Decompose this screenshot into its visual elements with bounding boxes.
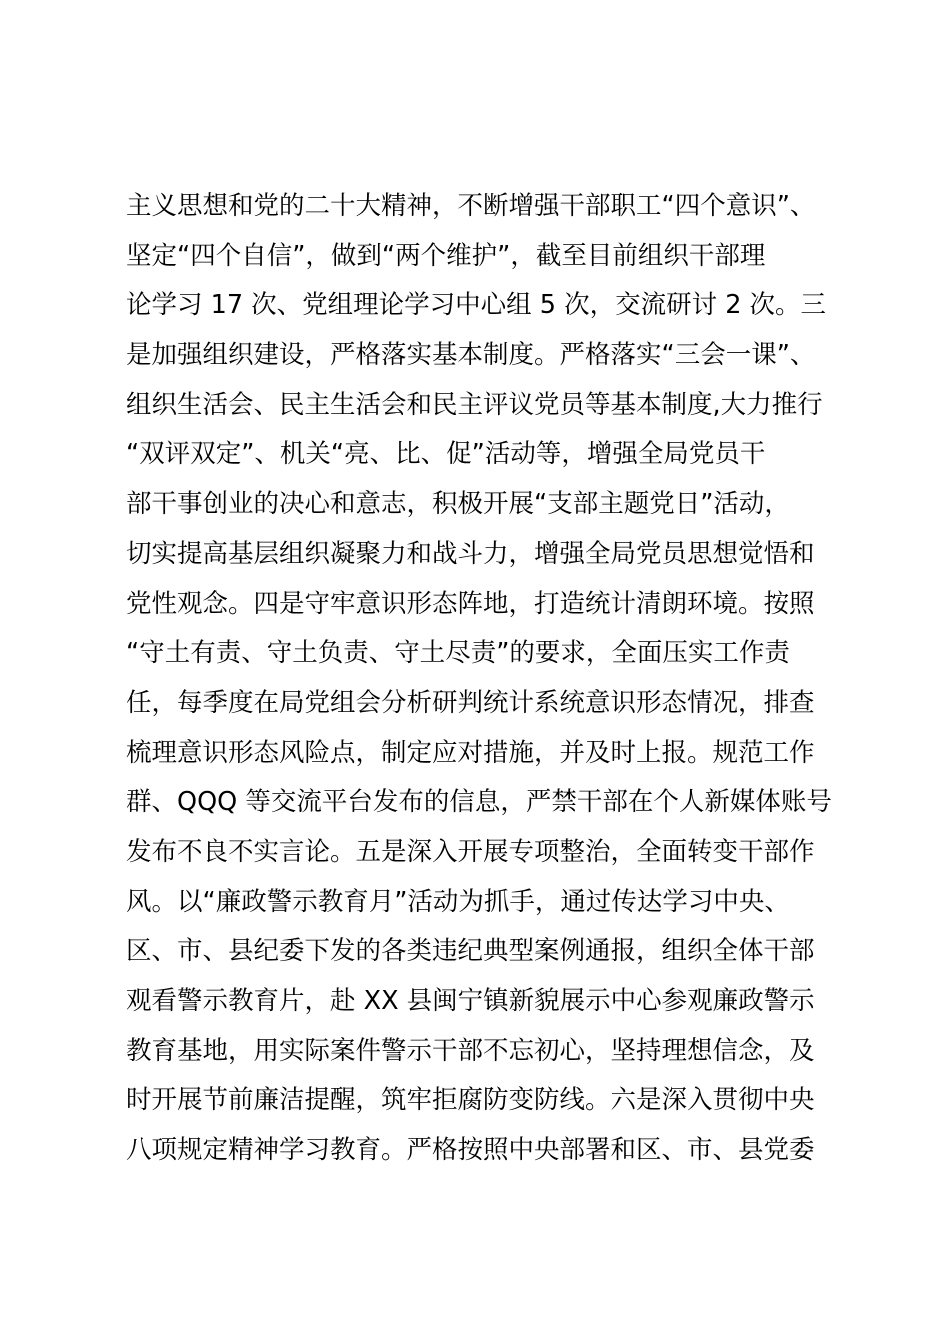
text-line: 坚定“四个自信”，做到“两个维护”，截至目前组织干部理 <box>126 240 766 271</box>
text-line: 梳理意识形态风险点，制定应对措施，并及时上报。规范工作 <box>126 737 815 768</box>
text-line: 发布不良不实言论。五是深入开展专项整治，全面转变干部作 <box>126 836 815 867</box>
text-line: 观看警示教育片，赴 XX 县闽宁镇新貌展示中心参观廉政警示 <box>126 986 815 1016</box>
text-line: 任，每季度在局党组会分析研判统计系统意识形态情况，排查 <box>126 687 815 718</box>
text-line: 群、QQQ 等交流平台发布的信息，严禁干部在个人新媒体账号 <box>126 787 832 818</box>
text-line: 是加强组织建设，严格落实基本制度。严格落实“三会一课”、 <box>126 340 816 371</box>
text-line: 主义思想和党的二十大精神，不断增强干部职工“四个意识”、 <box>126 191 816 221</box>
text-line: “双评双定”、机关“亮、比、促”活动等，增强全局党员干 <box>126 439 766 470</box>
text-line: 风。以“廉政警示教育月”活动为抓手，通过传达学习中央、 <box>126 886 790 917</box>
text-line: 区、市、县纪委下发的各类违纪典型案例通报，组织全体干部 <box>126 936 815 967</box>
text-line: 教育基地，用实际案件警示干部不忘初心，坚持理想信念，及 <box>126 1035 815 1066</box>
text-line: 八项规定精神学习教育。严格按照中央部署和区、市、县党委 <box>126 1135 815 1166</box>
text-line: 部干事创业的决心和意志，积极开展“支部主题党日”活动， <box>126 489 790 520</box>
text-line: 党性观念。四是守牢意识形态阵地，打造统计清朗环境。按照 <box>126 588 815 619</box>
text-line: “守土有责、守土负责、守土尽责”的要求，全面压实工作责 <box>126 638 790 669</box>
body-paragraph <box>126 182 846 1176</box>
text-line: 组织生活会、民主生活会和民主评议党员等基本制度,大力推行 <box>126 389 823 420</box>
text-line: 时开展节前廉洁提醒，筑牢拒腐防变防线。六是深入贯彻中央 <box>126 1085 815 1116</box>
text-line: 切实提高基层组织凝聚力和战斗力，增强全局党员思想觉悟和 <box>126 538 815 569</box>
text-line: 论学习 17 次、党组理论学习中心组 5 次，交流研讨 2 次。三 <box>126 290 827 321</box>
